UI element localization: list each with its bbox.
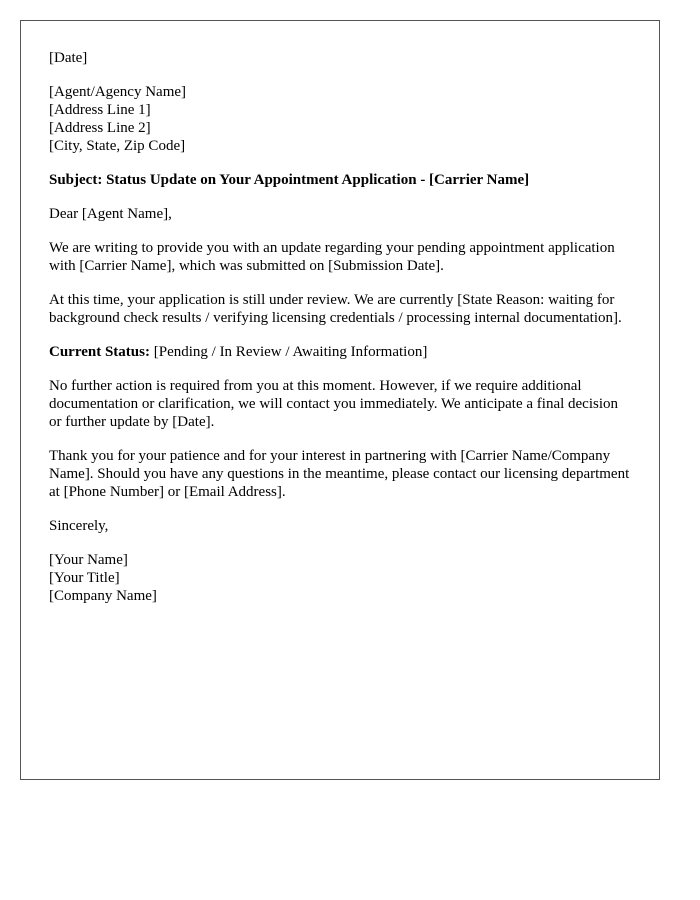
signature-name: [Your Name] — [49, 552, 128, 568]
recipient-address-line-2: [Address Line 2] — [49, 120, 151, 136]
signature-company: [Company Name] — [49, 588, 157, 604]
current-status-label: Current Status: — [49, 344, 150, 360]
signature-title: [Your Title] — [49, 570, 120, 586]
date-text: [Date] — [49, 50, 88, 66]
paragraph-review-reason: At this time, your application is still under review. We are currently [State Reason: waiting for background check results / verifying licensing credentials / processing internal documentation]. — [49, 292, 622, 326]
recipient-name: [Agent/Agency Name] — [49, 84, 187, 100]
closing: Sincerely, — [49, 518, 109, 534]
recipient-address-block — [49, 83, 631, 155]
paragraph-update-intro: We are writing to provide you with an update regarding your pending appointment application with [Carrier Name], which was submitted on [Submission Date]. — [49, 240, 615, 274]
paragraph-next-steps: No further action is required from you at this moment. However, if we require additional documentation or clarification, we will contact you immediately. We anticipate a final decision or further update by [Date]. — [49, 378, 619, 430]
current-status-value: [Pending / In Review / Awaiting Information] — [149, 344, 428, 360]
recipient-address-line-1: [Address Line 1] — [49, 102, 151, 118]
letter-page — [20, 20, 660, 780]
paragraph-thank-you: Thank you for your patience and for your interest in partnering with [Carrier Name/Company Name]. Should you have any questions in the meantime, please contact our licensing department at [Phone Number] or [Email Address]. — [49, 448, 630, 500]
recipient-city-state-zip: [City, State, Zip Code] — [49, 138, 186, 154]
current-status-line — [49, 343, 631, 361]
letter-date — [49, 49, 631, 67]
signature-block — [49, 551, 631, 605]
salutation: Dear [Agent Name], — [49, 206, 172, 222]
subject-line: Subject: Status Update on Your Appointment Application - [Carrier Name] — [49, 172, 530, 188]
